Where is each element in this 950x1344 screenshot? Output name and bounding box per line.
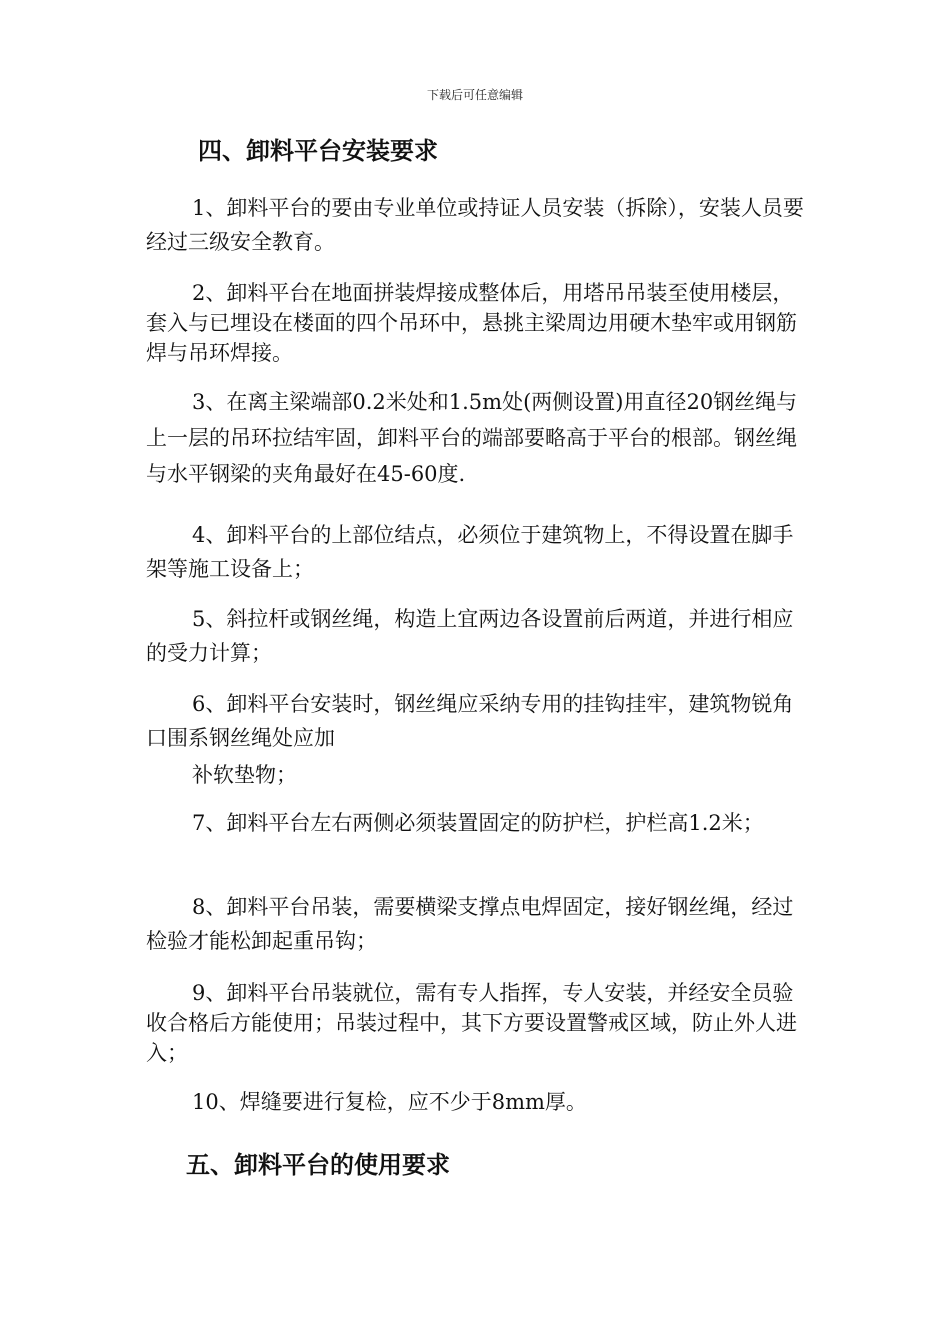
paragraph-4: 4、卸料平台的上部位结点，必须位于建筑物上，不得设置在脚手架等施工设备上； (146, 523, 794, 581)
paragraph-3: 3、在离主梁端部0.2米处和1.5m处(两侧设置)用直径20钢丝绳与上一层的吊环拉结牢固，卸料平台的端部要略高于平台的根部。钢丝绳与水平钢梁的夹角最好在45-60度. (146, 390, 798, 486)
paragraph-2: 2、卸料平台在地面拼装焊接成整体后，用塔吊吊装至使用楼层，套入与已埋设在楼面的四个吊环中，悬挑主梁周边用硬木垫牢或用钢筋焊与吊环焊接。 (146, 281, 797, 365)
paragraph-10: 10、焊缝要进行复检，应不少于8mm厚。 (192, 1090, 587, 1114)
page-header: 下载后可任意编辑 (426, 88, 523, 102)
section-4-heading: 四、卸料平台安装要求 (198, 137, 438, 165)
paragraph-6: 6、卸料平台安装时，钢丝绳应采纳专用的挂钩挂牢，建筑物锐角口围系钢丝绳处应加 (146, 692, 794, 750)
paragraph-7: 7、卸料平台左右两侧必须装置固定的防护栏，护栏高1.2米； (192, 811, 764, 835)
paragraph-1: 1、卸料平台的要由专业单位或持证人员安装（拆除），安装人员要经过三级安全教育。 (146, 196, 804, 254)
section-5-heading: 五、卸料平台的使用要求 (186, 1151, 450, 1179)
paragraph-9: 9、卸料平台吊装就位，需有专人指挥，专人安装，并经安全员验收合格后方能使用；吊装过程中，其下方要设置警戒区域，防止外人进入； (146, 981, 797, 1065)
paragraph-8: 8、卸料平台吊装，需要横梁支撑点电焊固定，接好钢丝绳，经过检验才能松卸起重吊钩； (146, 895, 794, 953)
paragraph-5: 5、斜拉杆或钢丝绳，构造上宜两边各设置前后两道，并进行相应的受力计算； (146, 607, 794, 665)
paragraph-6-continued: 补软垫物； (192, 763, 297, 787)
